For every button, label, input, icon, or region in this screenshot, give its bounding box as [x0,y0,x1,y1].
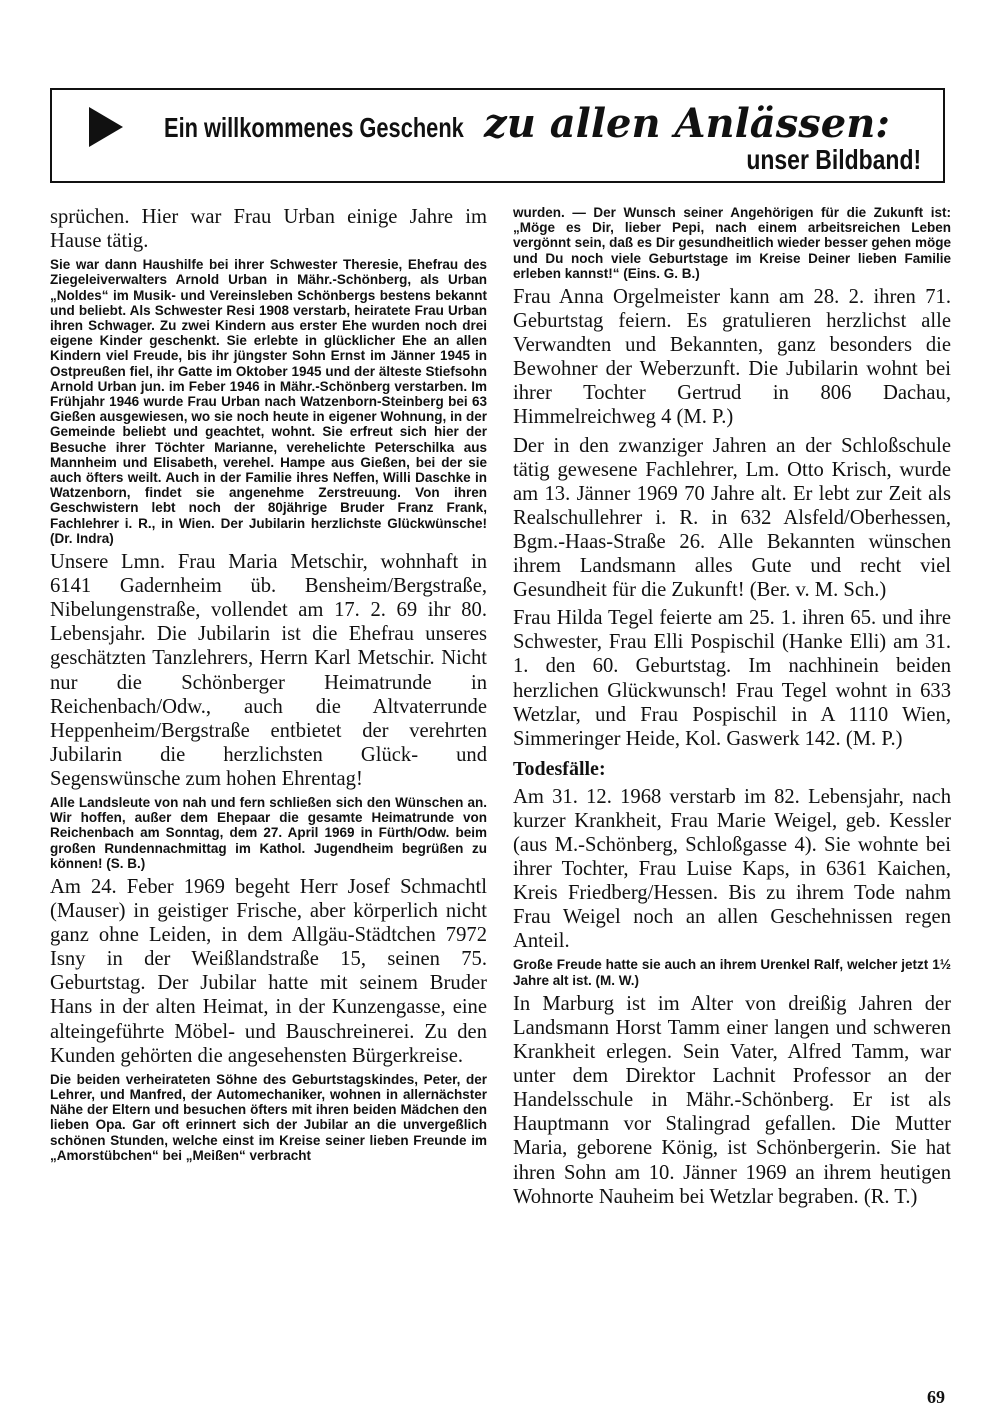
page-number: 69 [927,1387,945,1407]
banner-text-3: unser Bildband! [746,144,921,175]
right-column [513,205,951,1209]
paragraph: Alle Landsleute von nah und fern schließen sich den Wünschen an. Wir hoffen, außer dem Ehepaar die gesamte Heimatrunde von Reichenbach am Sonntag, dem 27. April 1969 in Fürth/Odw. beim großen Rundennachmittag im Kathol. Jugendheim begrüßen zu können! (S. B.) [50,794,487,871]
section-heading: Todesfälle: [513,757,606,780]
advert-banner [50,88,945,183]
left-column [50,205,487,1163]
paragraph: Frau Hilda Tegel feierte am 25. 1. ihren 65. und ihre Schwester, Frau Elli Pospischil (Hanke Elli) am 31. 1. den 60. Geburtstag. Im nachhinein beiden herzlichen Glückwunsch! Frau Tegel wohnt in 633 Wetzlar, und Frau Pospischil in A 1110 Wien, Simmeringer Heide, Kol. Gaswerk 142. (M. P.) [513,607,951,750]
paragraph: Große Freude hatte sie auch an ihrem Urenkel Ralf, welcher jetzt 1½ Jahre alt ist. (M. W.) [513,957,951,988]
paragraph: In Marburg ist im Alter von dreißig Jahren der Landsmann Horst Tamm einer langen und schweren Krankheit erlegen. Sein Vater, Alfred Tamm, war unter dem Direktor Lachnit Professor an der Handelsschule in Mähr.-Schönberg. Er ist als Hauptmann vor Stalingrad gefallen. Die Mutter Maria, geborene König, ist Schönbergerin. Sie hat ihren Sohn am 10. Jänner 1969 an ihrem heutigen Wohnorte Nauheim bei Wetzlar begraben. (R. T.) [513,992,951,1208]
paragraph: Sie war dann Haushilfe bei ihrer Schwester Theresie, Ehefrau des Ziegeleiverwalters Arnold Urban in Mähr.-Schönberg, als Urban „Noldes“ im Musik- und Vereinsleben Schönbergs bestens bekannt und beliebt. Als Schwester Resi 1908 verstarb, heiratete Frau Urban ihren Schwager. Zu zwei Kindern aus erster Ehe wurden noch drei eigene Kinder geschenkt. Sie erlebte in glücklicher Ehe an allen Kindern viel Freude, bis ihr jüngster Sohn Ernst im Jänner 1945 in Ostpreußen fiel, ihr Gatte im Oktober 1945 und der älteste Stiefsohn Arnold Urban jun. im Feber 1946 in Mähr.-Schönberg verstarben. Im Frühjahr 1946 wurde Frau Urban nach Watzenborn-Steinberg bei 63 Gießen ausgewiesen, wo sie noch heute in eigener Wohnung, in der Gemeinde beliebt und geachtet, wohnt. Sie erfreut sich hier der Besuche ihrer Töchter Marianne, verehelichte Peterschilka aus Mannheim und Elisabeth, verehel. Hampe aus Gießen, bei der sie auch öfters weilt. Auch in der Familie ihres Neffen, Willi Daschke in Watzenborn, findet sie angenehme Zerstreuung. Von ihren Geschwistern lebt noch der 80jährige Bruder Franz Frank, Fachlehrer i. R., in Wien. Der Jubilarin herzlichste Glückwünsche! (Dr. Indra) [50,257,487,546]
arrow-right-icon [89,107,123,147]
banner-text-2: zu allen Anlässen: [484,100,891,147]
paragraph: sprüchen. Hier war Frau Urban einige Jahre im Hause tätig. [50,206,487,253]
paragraph: wurden. — Der Wunsch seiner Angehörigen für die Zukunft ist: „Möge es Dir, lieber Pepi, nach einem arbeitsreichen Leben vergönnt sein, daß es Dir gesundheitlich wieder besser gehen möge und Du noch viele Geburtstage im Kreise Deiner lieben Familie erleben kannst!“ (Eins. G. B.) [513,205,951,281]
banner-text-1: Ein willkommenes Geschenk [164,112,464,143]
paragraph: Frau Anna Orgelmeister kann am 28. 2. ihren 71. Geburtstag feiern. Es gratulieren herzlichst alle Verwandten und Bekannten, ganz besonders die Bewohner der Weberzunft. Die Jubilarin wohnt bei ihrer Tochter Gertrud in 806 Dachau, Himmelreichweg 4 (M. P.) [513,286,951,429]
paragraph: Unsere Lmn. Frau Maria Metschir, wohnhaft in 6141 Gadernheim üb. Bensheim/Bergstraße, Nibelungenstraße, vollendet am 17. 2. 69 ihr 80. Lebensjahr. Die Jubilarin ist die Ehefrau unseres geschätzten Tanzlehrers, Herrn Karl Metschir. Nicht nur die Schönberger Heimatrunde in Reichenbach/Odw., auch die Altvaterrunde Heppenheim/Bergstraße entbietet der verehrten Jubilarin die herzlichsten Glück- und Segenswünsche zum hohen Ehrentag! [50,551,487,790]
paragraph: Am 31. 12. 1968 verstarb im 82. Lebensjahr, nach kurzer Krankheit, Frau Marie Weigel, geb. Kessler (aus M.-Schönberg, Schloßgasse 4). Sie wohnte bei ihrer Tochter, Frau Luise Kaps, in 6361 Kaichen, Kreis Friedberg/Hessen. Bis zu ihrem Tode nahm Frau Weigel noch an allen Geschehnissen regen Anteil. [513,785,951,953]
paragraph: Die beiden verheirateten Söhne des Geburtstagskindes, Peter, der Lehrer, und Manfred, der Automechaniker, wohnen in allernächster Nähe der Eltern und besuchen öfters mit ihren beiden Mädchen den lieben Opa. Gar oft erinnert sich der Jubilar an die unvergeßlich schönen Stunden, welche einst im Kreise seiner lieben Freunde im „Amorstübchen“ bei „Meißen“ verbracht [50,1071,487,1163]
paragraph: Am 24. Feber 1969 begeht Herr Josef Schmachtl (Mauser) in geistiger Frische, aber körperlich nicht ganz ohne Leiden, in dem Allgäu-Städtchen 7972 Isny in der Weißlandstraße 15, seinen 75. Geburtstag. Der Jubilar hatte mit seinem Bruder Hans in der alten Heimat, in der Kunzengasse, eine alteingeführte Möbel- und Bauschreinerei. Zu den Kunden gehörten die angesehensten Bürgerkreise. [50,876,487,1067]
paragraph: Der in den zwanziger Jahren an der Schloßschule tätig gewesene Fachlehrer, Lm. Otto Krisch, wurde am 13. Jänner 1969 70 Jahre alt. Er lebt zur Zeit als Realschullehrer i. R. in 632 Alsfeld/Oberhessen, Bgm.-Haas-Straße 26. Alle Bekannten wünschen ihrem Landsmann alles Gute und recht viel Gesundheit für die Zukunft! (Ber. v. M. Sch.) [513,434,951,602]
